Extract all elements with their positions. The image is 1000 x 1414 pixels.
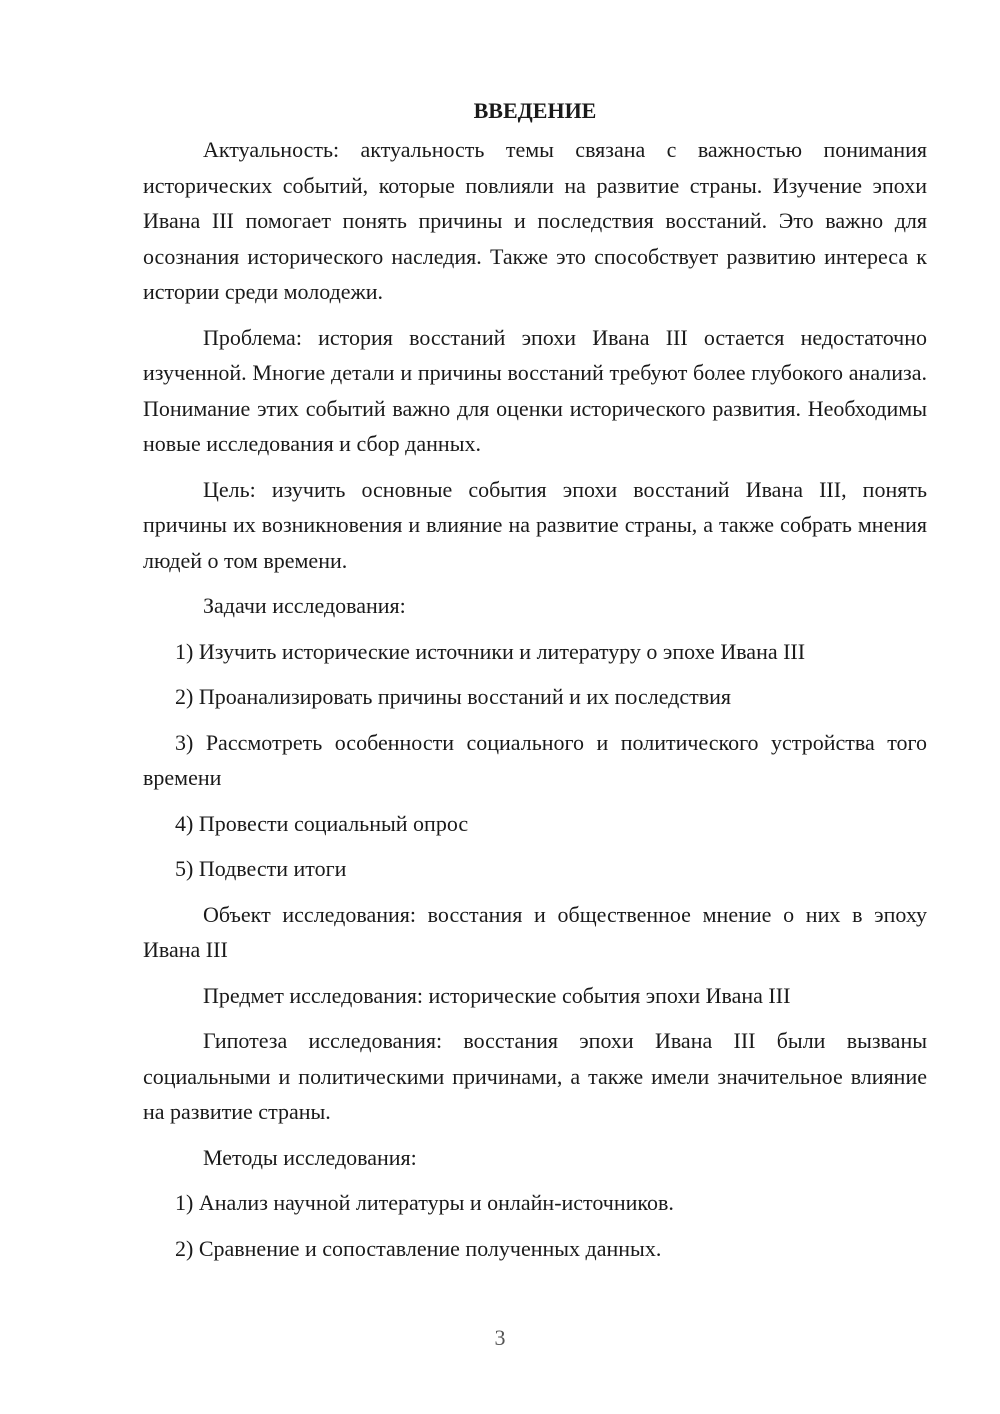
methods-heading: Методы исследования:	[203, 1144, 417, 1170]
problem-paragraph: Проблема: история восстаний эпохи Ивана III остается недостаточно изученной. Многие детали и причины восстаний требуют более глубокого анализа. Понимание этих событий важно для оценки исторического развития. Необходимы новые исследования и сбор данных.	[143, 324, 927, 456]
page-content	[143, 96, 927, 1276]
task-item: 2) Проанализировать причины восстаний и их последствия	[175, 684, 732, 709]
goal-paragraph: Цель: изучить основные события эпохи восстаний Ивана III, понять причины их возникновения и влияние на развитие страны, а также собрать мнения людей о том времени.	[143, 476, 927, 573]
section-title: ВВЕДЕНИЕ	[473, 98, 597, 123]
object-paragraph: Объект исследования: восстания и общественное мнение о них в эпоху Ивана III	[143, 901, 927, 962]
task-item: 1) Изучить исторические источники и литературу о эпохе Ивана III	[175, 638, 806, 664]
task-item: 4) Провести социальный опрос	[175, 810, 469, 836]
task-item: 5) Подвести итоги	[175, 856, 347, 881]
method-item: 1) Анализ научной литературы и онлайн-источников.	[175, 1190, 674, 1215]
task-item: 3) Рассмотреть особенности социального и политического устройства того времени	[143, 729, 927, 790]
method-item: 2) Сравнение и сопоставление полученных данных.	[175, 1235, 662, 1261]
page-number: 3	[494, 1325, 506, 1350]
subject-paragraph: Предмет исследования: исторические события эпохи Ивана III	[203, 982, 791, 1008]
relevance-paragraph: Актуальность: актуальность темы связана с важностью понимания исторических событий, которые повлияли на развитие страны. Изучение эпохи Ивана III помогает понять причины и последствия восстаний. Это важно для осознания исторического наследия. Также это способствует развитию интереса к истории среди молодежи.	[143, 137, 927, 304]
tasks-heading: Задачи исследования:	[203, 593, 406, 618]
hypothesis-paragraph: Гипотеза исследования: восстания эпохи Ивана III были вызваны социальными и политическими причинами, а также имели значительное влияние на развитие страны.	[143, 1028, 927, 1124]
